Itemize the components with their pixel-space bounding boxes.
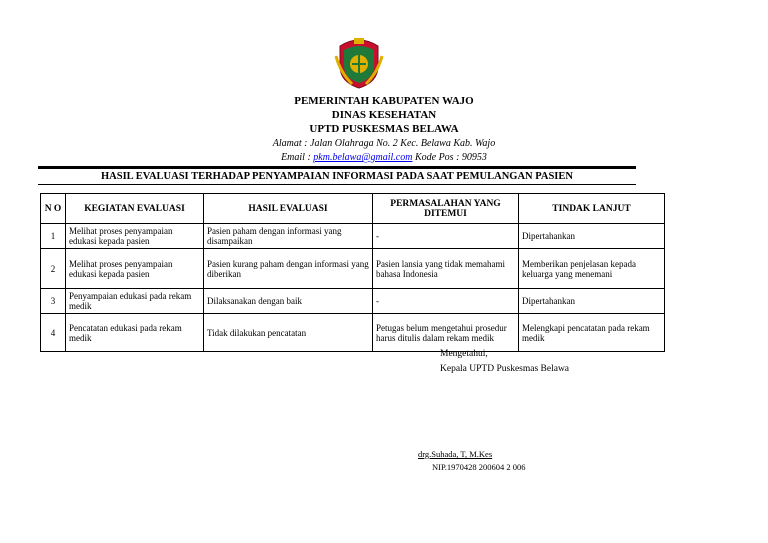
postcode: Kode Pos : 90953	[412, 152, 487, 163]
cell-followup: Memberikan penjelasan kepada keluarga yang menemani	[519, 249, 665, 289]
cell-no: 1	[41, 224, 66, 249]
cell-no: 2	[41, 249, 66, 289]
header-contact	[0, 151, 768, 165]
cell-issue: -	[373, 224, 519, 249]
table-row	[41, 249, 665, 289]
cell-result: Dilaksanakan dengan baik	[204, 289, 373, 314]
header-address: Alamat : Jalan Olahraga No. 2 Kec. Belawa Kab. Wajo	[272, 138, 496, 149]
cell-followup: Dipertahankan	[519, 289, 665, 314]
header-rule-thick	[38, 166, 636, 169]
header-government: PEMERINTAH KABUPATEN WAJO	[294, 95, 474, 107]
table-header-row	[41, 194, 665, 224]
col-header-no: N O	[41, 194, 66, 224]
cell-activity: Melihat proses penyampaian edukasi kepada pasien	[66, 224, 204, 249]
table-row	[41, 289, 665, 314]
header-department: DINAS KESEHATAN	[331, 109, 437, 121]
table-row	[41, 314, 665, 352]
col-header-activity: KEGIATAN EVALUASI	[66, 194, 204, 224]
cell-activity: Pencatatan edukasi pada rekam medik	[66, 314, 204, 352]
header-rule-thin	[38, 184, 636, 185]
cell-issue: Petugas belum mengetahui prosedur harus ditulis dalam rekam medik	[373, 314, 519, 352]
acknowledged-label: Mengetahui,	[440, 349, 488, 359]
cell-no: 4	[41, 314, 66, 352]
signatory-position: Kepala UPTD Puskesmas Belawa	[440, 364, 570, 374]
evaluation-table	[40, 193, 665, 352]
cell-followup: Dipertahankan	[519, 224, 665, 249]
cell-activity: Melihat proses penyampaian edukasi kepada pasien	[66, 249, 204, 289]
kabupaten-wajo-emblem-icon	[334, 36, 384, 90]
cell-result: Tidak dilakukan pencatatan	[204, 314, 373, 352]
cell-followup: Melengkapi pencatatan pada rekam medik	[519, 314, 665, 352]
cell-issue: Pasien lansia yang tidak memahami bahasa Indonesia	[373, 249, 519, 289]
cell-no: 3	[41, 289, 66, 314]
signatory-name: drg.Suhada, T, M.Kes	[418, 449, 493, 459]
signatory-nip: NIP.1970428 200604 2 006	[432, 462, 526, 472]
table-row	[41, 224, 665, 249]
email-link[interactable]: pkm.belawa@gmail.com	[313, 152, 413, 163]
col-header-result: HASIL EVALUASI	[204, 194, 373, 224]
email-label: Email :	[281, 152, 314, 163]
header-unit: UPTD PUSKESMAS BELAWA	[309, 123, 459, 135]
cell-result: Pasien paham dengan informasi yang disampaikan	[204, 224, 373, 249]
col-header-followup: TINDAK LANJUT	[519, 194, 665, 224]
cell-issue: -	[373, 289, 519, 314]
cell-activity: Penyampaian edukasi pada rekam medik	[66, 289, 204, 314]
document-title: HASIL EVALUASI TERHADAP PENYAMPAIAN INFORMASI PADA SAAT PEMULANGAN PASIEN	[101, 171, 573, 182]
cell-result: Pasien kurang paham dengan informasi yang diberikan	[204, 249, 373, 289]
col-header-issue: PERMASALAHAN YANG DITEMUI	[373, 194, 519, 224]
